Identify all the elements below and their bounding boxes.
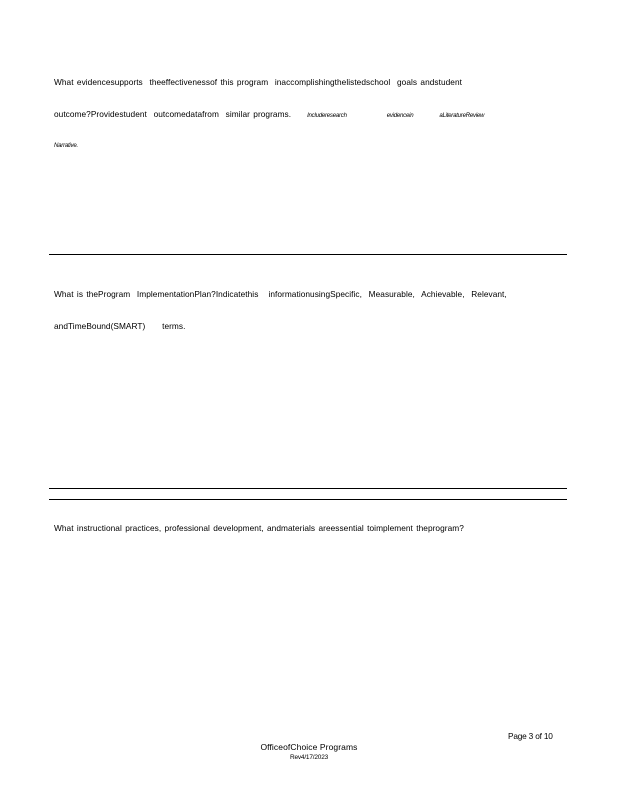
question-evidence-line-1: What evidencesupports theeffectivenessof this program inaccomplishingthelistedschool goals andstudent — [54, 77, 462, 87]
question-implementation-line-2: andTimeBound(SMART) terms. — [54, 320, 186, 331]
revision-date: Rev4/17/2023 — [289, 754, 329, 761]
question-evidence-line-2-text: outcome?Providestudent outcomedatafrom similar programs. — [54, 108, 292, 119]
research-note-part-2: evidencein — [386, 111, 414, 119]
research-note-part-1: Includeresearch — [307, 111, 347, 119]
question-instructional-line-1: What instructional practices, professional development, andmaterials areessential toimplement theprogram? — [54, 523, 464, 533]
question-implementation-plan — [54, 268, 549, 342]
office-name: OfficeofChoice Programs — [260, 742, 358, 752]
question-evidence — [54, 56, 554, 161]
research-note-part-3: aLiteratureReview — [439, 111, 485, 119]
question-instructional-practices — [54, 502, 554, 544]
page-number: Page 3 of 10 — [508, 731, 553, 741]
section-divider-1 — [49, 254, 567, 255]
question-evidence-line-3: Narrative. — [54, 142, 78, 149]
question-implementation-line-1: What is theProgram ImplementationPlan?Indicatethis informationusingSpecific, Measurable, Achievable, Relevant, — [54, 289, 507, 299]
section-divider-3 — [49, 499, 567, 500]
section-divider-2 — [49, 488, 567, 489]
question-evidence-line-2 — [54, 109, 554, 122]
